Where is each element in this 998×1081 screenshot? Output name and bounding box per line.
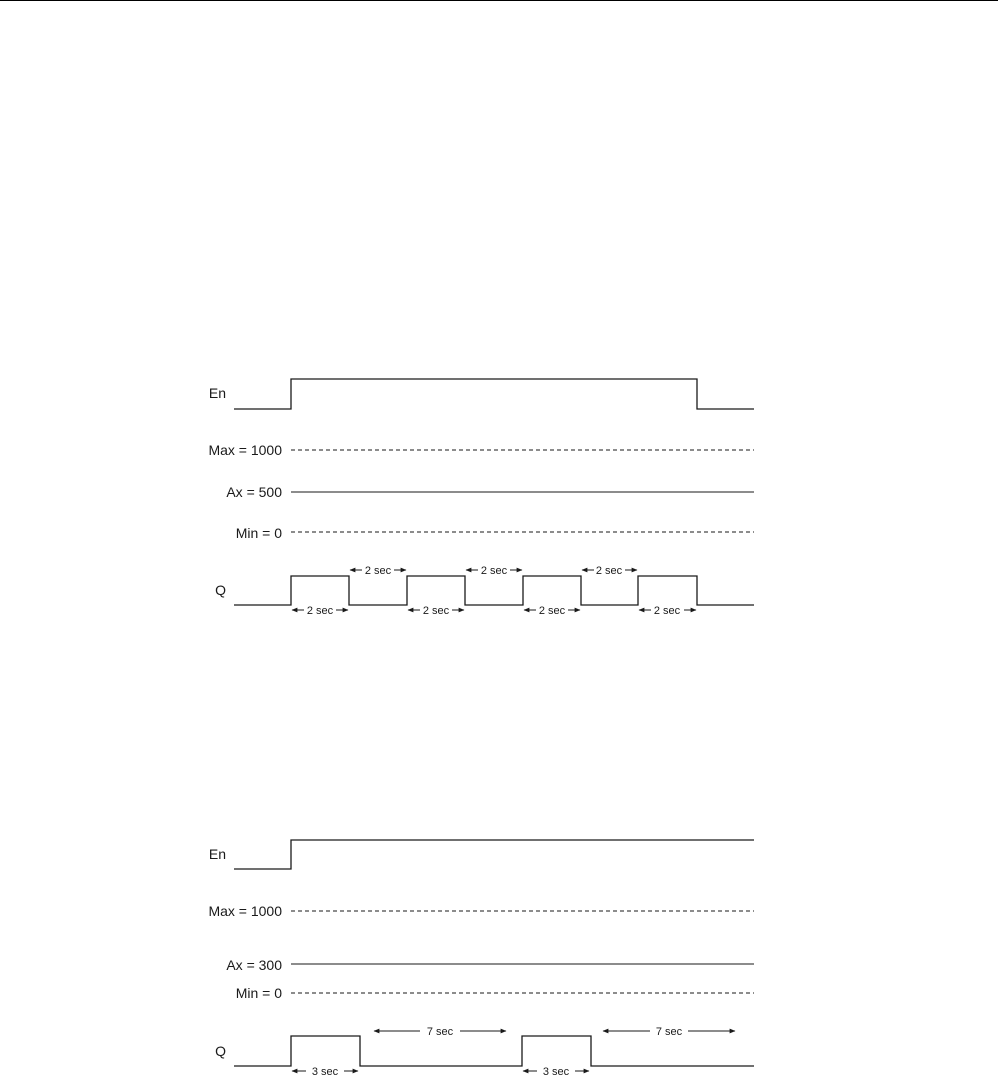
en-signal bbox=[234, 379, 754, 409]
svg-text:2 sec: 2 sec bbox=[306, 605, 334, 617]
q-signal bbox=[234, 576, 754, 605]
high-pulse-dimension bbox=[523, 1066, 589, 1078]
min-label: Min = 0 bbox=[235, 525, 282, 541]
high-pulse-dimension bbox=[408, 605, 464, 617]
svg-text:3 sec: 3 sec bbox=[542, 1066, 570, 1078]
ax-label: Ax = 500 bbox=[226, 484, 282, 500]
svg-text:2 sec: 2 sec bbox=[422, 605, 450, 617]
svg-text:7 sec: 7 sec bbox=[655, 1026, 683, 1038]
high-pulse-dimension bbox=[524, 605, 580, 617]
timing-diagram-ax-300 bbox=[0, 822, 998, 1081]
high-pulse-dimension bbox=[639, 605, 696, 617]
low-gap-dimension bbox=[582, 565, 637, 577]
svg-text:2 sec: 2 sec bbox=[364, 565, 392, 577]
ax-label: Ax = 300 bbox=[226, 957, 282, 973]
low-gap-dimension bbox=[350, 565, 406, 577]
high-pulse-dimension bbox=[292, 1066, 358, 1078]
svg-text:3 sec: 3 sec bbox=[311, 1066, 339, 1078]
en-label: En bbox=[208, 846, 226, 862]
low-gap-dimension bbox=[374, 1026, 506, 1038]
q-label: Q bbox=[215, 582, 226, 598]
min-label: Min = 0 bbox=[235, 985, 282, 1001]
max-label: Max = 1000 bbox=[208, 903, 282, 919]
svg-text:2 sec: 2 sec bbox=[595, 565, 623, 577]
low-gap-dimension bbox=[466, 565, 522, 577]
q-signal bbox=[234, 1036, 754, 1066]
max-label: Max = 1000 bbox=[208, 442, 282, 458]
svg-text:7 sec: 7 sec bbox=[426, 1026, 454, 1038]
high-pulse-dimension bbox=[292, 605, 348, 617]
svg-text:2 sec: 2 sec bbox=[538, 605, 566, 617]
timing-diagram-ax-500 bbox=[0, 360, 998, 630]
q-label: Q bbox=[215, 1043, 226, 1059]
en-signal bbox=[234, 840, 754, 869]
svg-text:2 sec: 2 sec bbox=[653, 605, 681, 617]
low-gap-dimension bbox=[603, 1026, 735, 1038]
top-rule bbox=[0, 0, 998, 1]
en-label: En bbox=[208, 385, 226, 401]
svg-text:2 sec: 2 sec bbox=[480, 565, 508, 577]
